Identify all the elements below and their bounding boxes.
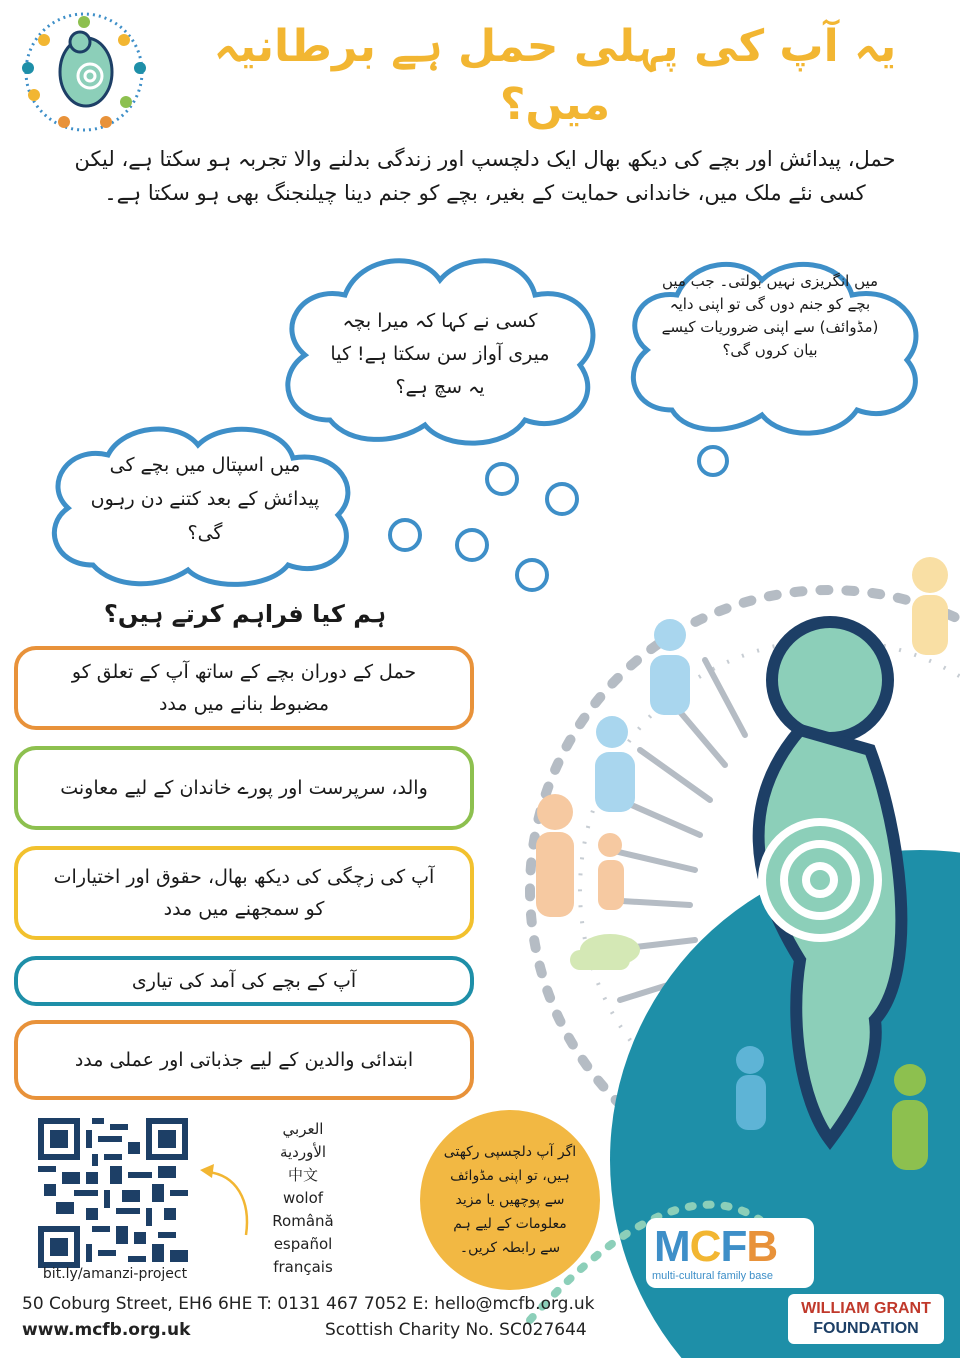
services-heading: ہم کیا فراہم کرتے ہیں؟: [103, 600, 387, 628]
service-item-label: حمل کے دوران بچے کے ساتھ آپ کے تعلق کو مضبوط بنانے میں مدد: [71, 661, 417, 715]
intro-paragraph: حمل، پیدائش اور بچے کی دیکھ بھال ایک دلچسپ اور زندگی بدلنے والا تجربہ ہو سکتا ہے، لیکن کسی نئے ملک میں، خاندانی حمایت کے بغیر، بچے کو جنم دینا چیلنجنگ بھی ہو سکتا ہے۔: [74, 147, 896, 205]
service-item: [14, 746, 474, 830]
william-grant-logo: [788, 1294, 944, 1344]
service-item: [14, 846, 474, 940]
qr-code[interactable]: [38, 1118, 188, 1268]
thought-bubble: [485, 462, 519, 496]
service-item-label: آپ کے بچے کی آمد کی تیاری: [131, 970, 357, 992]
cloud-text-right: میں انگریزی نہیں بولتی۔ جب میں بچے کو جنم دوں گی تو اپنی دایہ (مڈوائف) سے اپنی ضروریات کیسے بیان کروں گی؟: [661, 272, 879, 359]
wgf-line1: WILLIAM GRANT: [801, 1300, 931, 1317]
language-item: français: [273, 1258, 333, 1276]
footer-address: 50 Coburg Street, EH6 6HE T: 0131 467 7052 E: hello@mcfb.org.uk: [22, 1294, 595, 1314]
language-item: español: [273, 1235, 333, 1253]
service-item: [14, 956, 474, 1006]
language-item: العربي: [282, 1120, 324, 1138]
arrow-icon: [196, 1160, 256, 1240]
qr-url[interactable]: bit.ly/amanzi-project: [42, 1266, 188, 1282]
thought-bubble: [697, 445, 729, 477]
contact-badge: [420, 1110, 600, 1290]
contact-badge-text: اگر آپ دلچسپی رکھتی ہیں، تو اپنی مڈوائف سے پوچھیں یا مزید معلومات کے لیے ہم سے رابطہ کریں۔: [443, 1144, 577, 1256]
cloud-text-left: میں اسپتال میں بچے کی پیدائش کے بعد کتنے دن رہوں گی؟: [90, 454, 320, 544]
language-item: Română: [272, 1212, 334, 1230]
service-item-label: ابتدائی والدین کے لیے جذباتی اور عملی مدد: [74, 1049, 414, 1071]
footer-charity-number: Scottish Charity No. SC027644: [325, 1320, 587, 1340]
footer-website-link[interactable]: www.mcfb.org.uk: [22, 1320, 191, 1340]
service-item: [14, 1020, 474, 1100]
project-logo: [14, 10, 154, 135]
language-item: 中文: [287, 1166, 318, 1184]
language-item: الأوردية: [279, 1143, 327, 1161]
thought-bubble: [455, 528, 489, 562]
mcfb-logo: [646, 1218, 814, 1288]
wgf-line2: FOUNDATION: [813, 1320, 919, 1337]
page-title: یہ آپ کی پہلی حمل ہے برطانیہ میں؟: [213, 21, 897, 130]
service-item: [14, 646, 474, 730]
cloud-text-middle: کسی نے کہا کہ میرا بچہ میری آواز سن سکتا ہے! کیا یہ سچ ہے؟: [330, 310, 550, 398]
service-item-label: آپ کی زچگی کی دیکھ بھال، حقوق اور اختیارات کو سمجھنے میں مدد: [53, 866, 435, 920]
thought-bubble: [388, 518, 422, 552]
mcfb-logo-subtitle: multi-cultural family base: [652, 1270, 774, 1282]
language-item: wolof: [282, 1189, 324, 1207]
mcfb-logo-word: MCFB: [654, 1222, 778, 1271]
languages-list: [248, 1118, 358, 1279]
service-item-label: والد، سرپرست اور پورے خاندان کے لیے معاونت: [60, 777, 428, 799]
